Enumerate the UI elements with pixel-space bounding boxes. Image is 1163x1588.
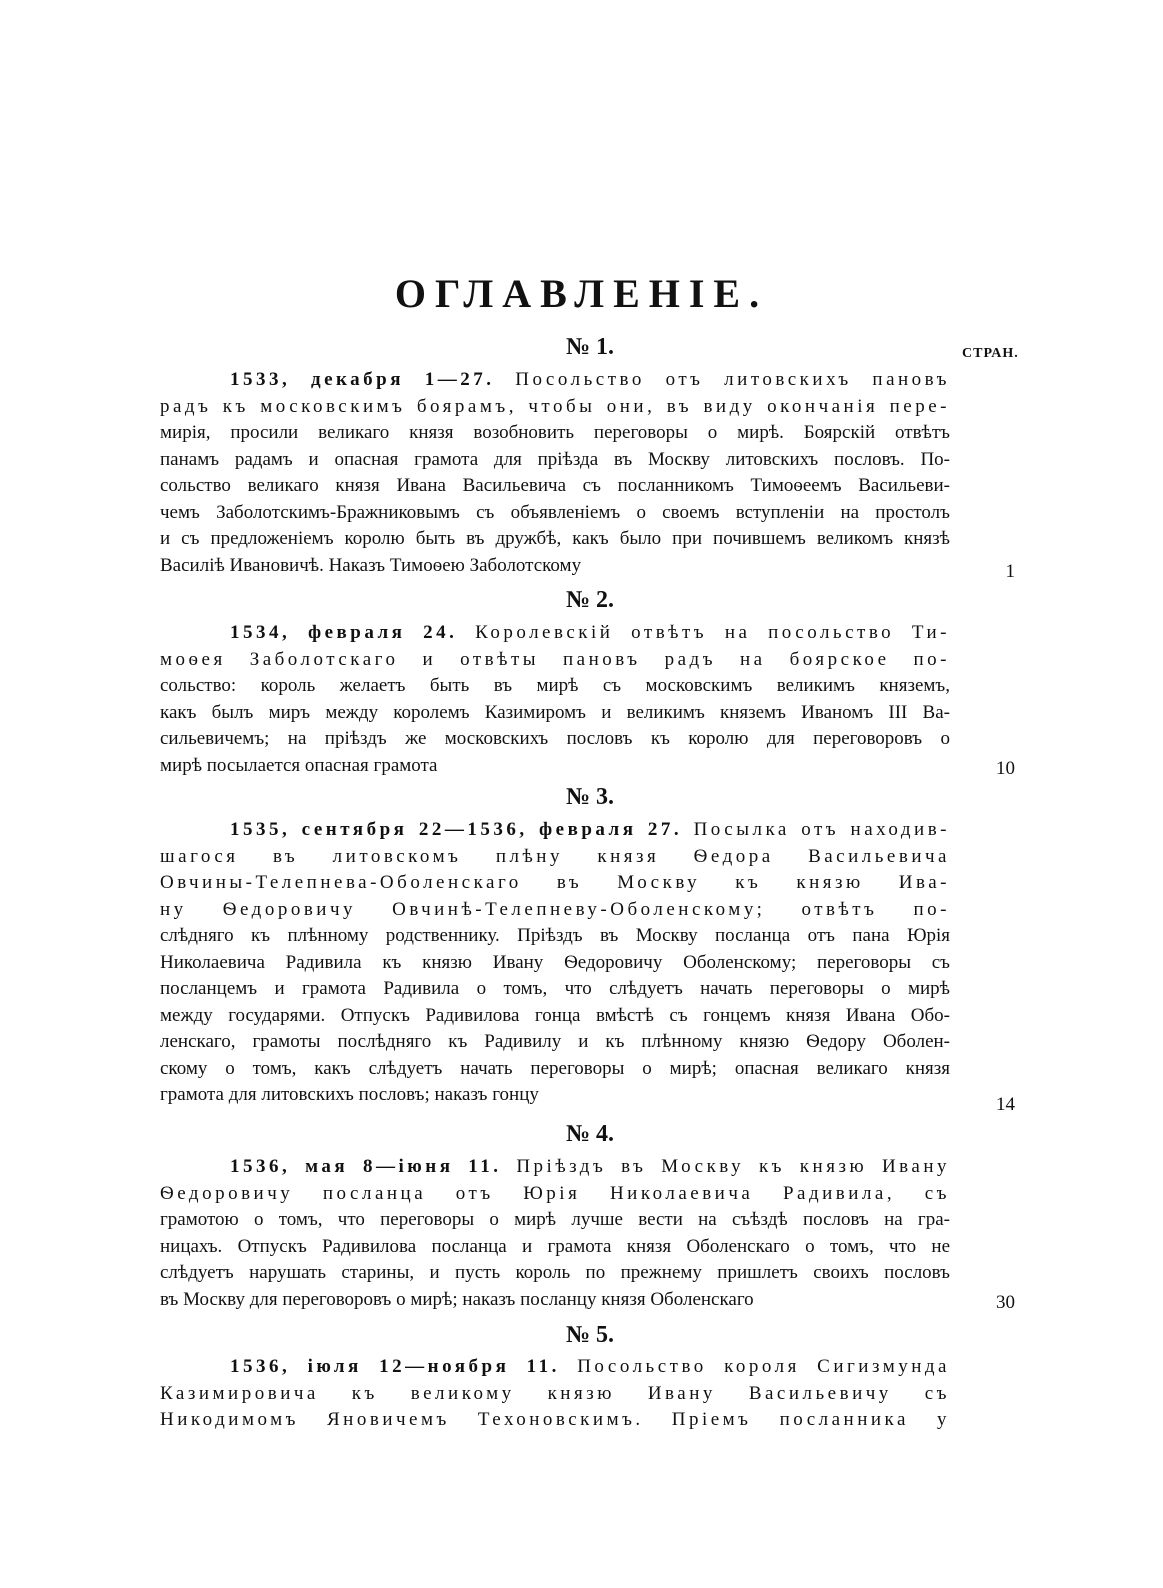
entry-date: 1536, мая 8—іюня 11. <box>230 1156 502 1177</box>
entry-line: сильевичемъ; на пріѣздъ же московскихъ пословъ къ королю для переговоровъ о <box>160 728 950 749</box>
entry-line: ну Ѳедоровичу Овчинѣ-Телепневу-Оболенскому; отвѣтъ по- <box>160 898 950 920</box>
entry-number: № 4. <box>565 1121 615 1147</box>
entry-line: слѣдняго къ плѣнному родственнику. Пріѣздъ въ Москву посланца отъ пана Юрія <box>160 925 950 946</box>
entry-line: Николаевича Радивила къ князю Ивану Ѳедоровичу Оболенскому; переговоры съ <box>160 951 950 973</box>
toc-entry <box>160 367 950 579</box>
entry-line: сольство: король желаетъ быть въ мирѣ съ московскимъ великимъ княземъ, <box>160 675 950 696</box>
entry-line: посланцемъ и грамота Радивила о томъ, что слѣдуетъ начать переговоры о мирѣ <box>160 978 950 999</box>
entry-line: 1534, февраля 24. Королевскій отвѣтъ на посольство Ти- <box>230 622 950 643</box>
entry-line: и съ предложеніемъ королю быть въ дружбѣ, какъ было при почившемъ великомъ князѣ <box>160 528 950 549</box>
entry-line: между государями. Отпускъ Радивилова гонца вмѣстѣ съ гонцемъ князя Ивана Обо- <box>160 1004 950 1026</box>
toc-entry <box>160 1354 950 1434</box>
entry-page-number: 1 <box>1005 561 1015 582</box>
entry-date: 1533, декабря 1—27. <box>230 369 495 390</box>
entry-line: шагося въ литовскомъ плѣну князя Ѳедора Васильевича <box>160 845 950 867</box>
entry-line: въ Москву для переговоровъ о мирѣ; наказъ посланцу князя Оболенскаго <box>160 1288 754 1310</box>
entry-page-number: 10 <box>996 758 1015 779</box>
entry-line: моѳея Заболотскаго и отвѣты пановъ радъ на боярское по- <box>160 648 950 670</box>
entry-line: грамота для литовскихъ пословъ; наказъ гонцу <box>160 1084 539 1105</box>
entry-line: сольство великаго князя Ивана Васильевича съ посланникомъ Тимоѳеемъ Васильеви- <box>160 475 950 496</box>
entry-line: мирѣ посылается опасная грамота <box>160 754 438 776</box>
page-column-label: СТРАН. <box>962 346 1019 361</box>
entry-page-number: 30 <box>996 1292 1015 1313</box>
entry-date: 1536, іюля 12—ноября 11. <box>230 1356 560 1377</box>
toc-entry <box>160 817 950 1109</box>
entry-line: Василіѣ Ивановичѣ. Наказъ Тимоѳею Заболотскому <box>160 554 582 576</box>
entry-line: скому о томъ, какъ слѣдуетъ начать переговоры о мирѣ; опасная великаго князя <box>160 1057 950 1079</box>
entry-number: № 1. <box>565 334 615 360</box>
entry-line: Овчины-Телепнева-Оболенскаго въ Москву къ князю Ива- <box>160 872 950 893</box>
entry-line: радъ къ московскимъ боярамъ, чтобы они, въ виду окончанія пере- <box>160 395 950 417</box>
entry-line: мирія, просили великаго князя возобновить переговоры о мирѣ. Боярскій отвѣтъ <box>160 422 950 443</box>
page-title: ОГЛАВЛЕНІЕ. <box>394 271 769 316</box>
entry-line: Никодимомъ Яновичемъ Техоновскимъ. Пріемъ посланника у <box>160 1409 950 1430</box>
entry-date: 1535, сентября 22—1536, февраля 27. <box>230 819 683 840</box>
entry-line: слѣдуетъ нарушать старины, и пусть король по прежнему пришлетъ своихъ пословъ <box>160 1262 950 1283</box>
entry-line: 1536, іюля 12—ноября 11. Посольство короля Сигизмунда <box>230 1356 950 1377</box>
entry-line: панамъ радамъ и опасная грамота для пріѣзда въ Москву литовскихъ пословъ. По- <box>160 448 950 470</box>
entry-line: чемъ Заболотскимъ-Бражниковымъ съ объявленіемъ о своемъ вступленіи на простолъ <box>160 501 950 523</box>
entry-number: № 2. <box>565 587 615 613</box>
entry-line: Казимировича къ великому князю Ивану Васильевичу съ <box>160 1382 950 1404</box>
entry-line: 1533, декабря 1—27. Посольство отъ литовскихъ пановъ <box>230 369 950 390</box>
toc-entry <box>160 1154 950 1313</box>
entry-line: ницахъ. Отпускъ Радивилова посланца и грамота князя Оболенскаго о томъ, что не <box>160 1235 950 1257</box>
entry-line: грамотою о томъ, что переговоры о мирѣ лучше вести на съѣздѣ пословъ на гра- <box>160 1209 950 1230</box>
entry-line: Ѳедоровичу посланца отъ Юрія Николаевича Радивила, съ <box>160 1182 950 1204</box>
entry-number: № 3. <box>565 784 615 810</box>
entry-date: 1534, февраля 24. <box>230 622 458 643</box>
entry-number: № 5. <box>565 1322 615 1348</box>
toc-entry <box>160 620 950 779</box>
entry-line: какъ былъ миръ между королемъ Казимиромъ и великимъ княземъ Иваномъ III Ва- <box>160 701 950 723</box>
entry-page-number: 14 <box>996 1094 1015 1115</box>
entry-line: ленскаго, грамоты послѣдняго къ Радивилу и къ плѣнному князю Ѳедору Оболен- <box>160 1031 950 1052</box>
entry-line: 1535, сентября 22—1536, февраля 27. Посылка отъ находив- <box>230 819 950 840</box>
entry-line: 1536, мая 8—іюня 11. Пріѣздъ въ Москву къ князю Ивану <box>230 1156 950 1177</box>
